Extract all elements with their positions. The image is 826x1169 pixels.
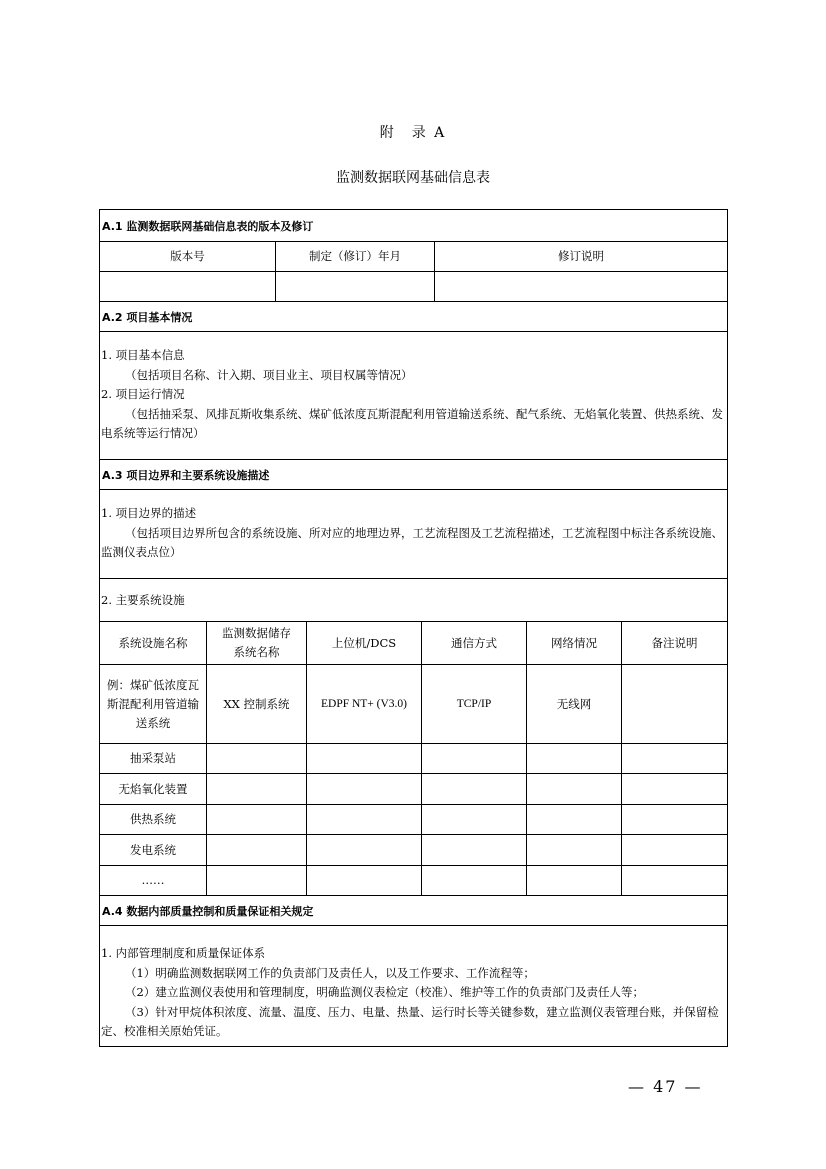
dcs-cell[interactable] xyxy=(307,774,422,804)
a3-text xyxy=(101,504,725,563)
dcs-cell[interactable] xyxy=(307,744,422,773)
storage-cell[interactable] xyxy=(207,805,307,834)
section-a1-heading: A.1 监测数据联网基础信息表的版本及修订 xyxy=(100,210,727,242)
facility-row xyxy=(100,774,727,805)
comm-cell[interactable] xyxy=(422,774,527,804)
version-empty-row xyxy=(100,272,727,302)
storage-system-header: 监测数据储存系统名称 xyxy=(207,622,307,664)
remark-cell[interactable] xyxy=(622,866,727,895)
a4-line-2: （1）明确监测数据联网工作的负责部门及责任人，以及工作要求、工作流程等； xyxy=(125,965,535,980)
network-cell[interactable] xyxy=(527,744,622,773)
facility-name: 抽采泵站 xyxy=(100,744,207,773)
section-a2-heading: A.2 项目基本情况 xyxy=(100,302,727,332)
a3-line-1: 1. 项目边界的描述 xyxy=(101,506,197,520)
facility-row xyxy=(100,744,727,774)
version-header-row xyxy=(100,242,727,272)
a2-line-4: （包括抽采泵、风排瓦斯收集系统、煤矿低浓度瓦斯混配利用管道输送系统、配气系统、无焰氧化装置、供热系统、发电系统等运行情况） xyxy=(101,406,723,440)
main-facilities-label: 2. 主要系统设施 xyxy=(101,593,185,607)
revision-note-header: 修订说明 xyxy=(558,249,604,263)
comm-header: 通信方式 xyxy=(422,622,527,664)
dcs-cell[interactable] xyxy=(307,805,422,834)
comm-cell[interactable] xyxy=(422,866,527,895)
section-a2-body xyxy=(100,332,727,460)
section-a4-heading: A.4 数据内部质量控制和质量保证相关规定 xyxy=(100,896,727,926)
page-title: 监测数据联网基础信息表 xyxy=(336,170,490,186)
facility-row xyxy=(100,805,727,835)
section-a3-boundary xyxy=(100,490,727,579)
info-table xyxy=(99,209,728,1047)
network-cell[interactable] xyxy=(527,835,622,865)
dcs-cell[interactable] xyxy=(307,866,422,895)
a2-line-2: （包括项目名称、计入期、项目业主、项目权属等情况） xyxy=(125,367,413,382)
revision-date-cell[interactable] xyxy=(276,272,435,301)
a3-line-2: （包括项目边界所包含的系统设施、所对应的地理边界，工艺流程图及工艺流程描述，工艺流程图中标注各系统设施、监测仪表点位） xyxy=(101,525,723,559)
comm-cell[interactable] xyxy=(422,744,527,773)
dcs-cell[interactable] xyxy=(307,835,422,865)
version-no-header: 版本号 xyxy=(100,242,276,271)
storage-cell[interactable] xyxy=(207,866,307,895)
facility-example-row xyxy=(100,665,727,744)
version-no-cell[interactable] xyxy=(100,272,276,301)
section-a3-heading: A.3 项目边界和主要系统设施描述 xyxy=(100,460,727,490)
facility-name: …… xyxy=(100,866,207,895)
facility-name: 发电系统 xyxy=(100,835,207,865)
example-comm: TCP/IP xyxy=(422,665,527,743)
section-a4-body xyxy=(100,926,727,1046)
a4-line-1: 1. 内部管理制度和质量保证体系 xyxy=(101,946,266,960)
facility-name: 无焰氧化装置 xyxy=(100,774,207,804)
a4-line-4: （3）针对甲烷体积浓度、流量、温度、压力、电量、热量、运行时长等关键参数，建立监测仪表管理台账，并保留检定、校准相关原始凭证。 xyxy=(101,1004,719,1038)
comm-cell[interactable] xyxy=(422,805,527,834)
a2-line-1: 1. 项目基本信息 xyxy=(101,348,185,362)
network-header: 网络情况 xyxy=(527,622,622,664)
revision-date-header: 制定（修订）年月 xyxy=(276,242,435,271)
a2-text xyxy=(101,346,725,444)
storage-cell[interactable] xyxy=(207,835,307,865)
example-facility-name: 例：煤矿低浓度瓦斯混配利用管道输送系统 xyxy=(100,665,207,743)
facility-name: 供热系统 xyxy=(100,805,207,834)
remark-cell[interactable] xyxy=(622,835,727,865)
example-dcs: EDPF NT+ (V3.0) xyxy=(307,665,422,743)
storage-cell[interactable] xyxy=(207,744,307,773)
section-a3-sub xyxy=(100,579,727,622)
facility-name-header: 系统设施名称 xyxy=(100,622,207,664)
remark-cell[interactable] xyxy=(622,774,727,804)
facility-row xyxy=(100,835,727,866)
storage-cell[interactable] xyxy=(207,774,307,804)
facilities-header-row xyxy=(100,622,727,665)
revision-note-cell[interactable] xyxy=(435,272,727,301)
remark-cell[interactable] xyxy=(622,805,727,834)
remark-cell[interactable] xyxy=(622,744,727,773)
facility-row xyxy=(100,866,727,896)
network-cell[interactable] xyxy=(527,774,622,804)
network-cell[interactable] xyxy=(527,866,622,895)
example-network: 无线网 xyxy=(527,665,622,743)
example-storage-system: XX 控制系统 xyxy=(207,665,307,743)
dcs-header: 上位机/DCS xyxy=(307,622,422,664)
a4-text xyxy=(101,944,725,1042)
page-number: — 47 — xyxy=(628,1077,703,1096)
network-cell[interactable] xyxy=(527,805,622,834)
example-remark xyxy=(622,665,727,743)
a4-line-3: （2）建立监测仪表使用和管理制度，明确监测仪表检定（校准）、维护等工作的负责部门及责任人等； xyxy=(125,985,645,999)
remark-header: 备注说明 xyxy=(651,635,698,650)
appendix-label: 附 录 A xyxy=(379,125,447,141)
comm-cell[interactable] xyxy=(422,835,527,865)
a2-line-3: 2. 项目运行情况 xyxy=(101,387,185,401)
